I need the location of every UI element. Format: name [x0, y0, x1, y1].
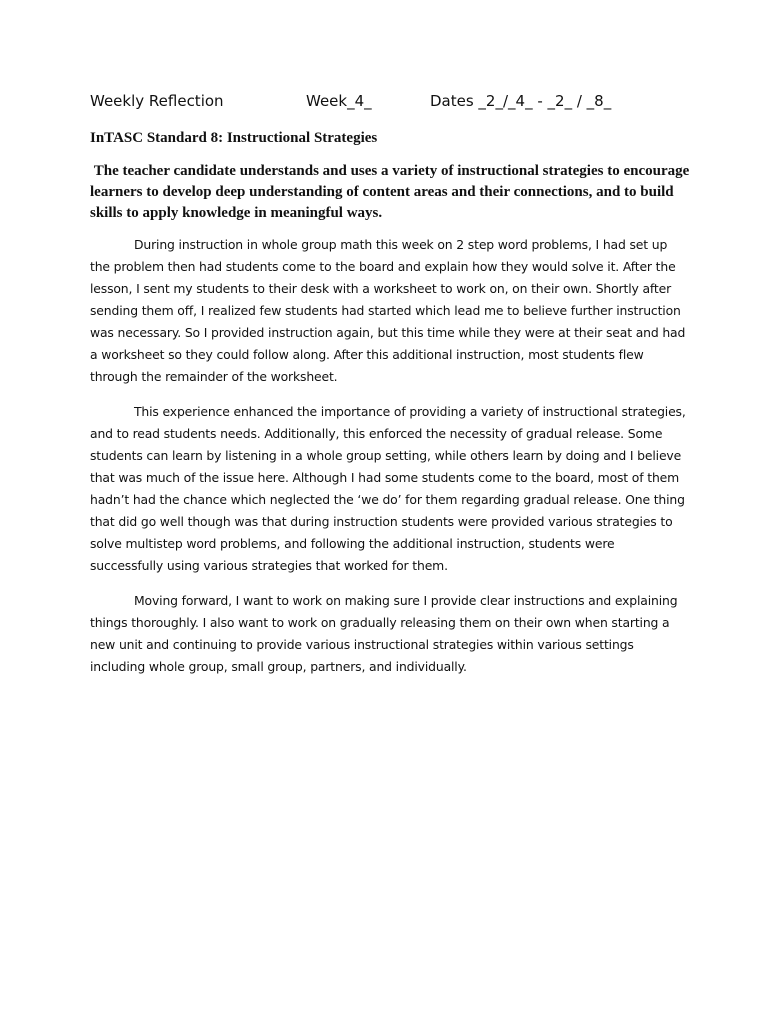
- reflection-paragraph-3: Moving forward, I want to work on making sure I provide clear instructions and explaining things thoroughly. I also want to work on gradually releasing them on their own when starting a new unit and continuing to provide various instructional strategies within various settings including whole group, small group, partners, and individually.: [90, 593, 678, 674]
- header-dates: Dates _2_/_4_ - _2_ / _8_: [430, 92, 612, 110]
- standard-title: InTASC Standard 8: Instructional Strategies: [90, 130, 378, 146]
- document-page: [90, 92, 694, 690]
- reflection-paragraph-2: This experience enhanced the importance of providing a variety of instructional strategies, and to read students needs. Additionally, this enforced the necessity of gradual release. Some students can learn by listening in a whole group setting, while others learn by doing and I believe that was much of the issue here. Although I had some students come to the board, most of them hadn’t had the chance which neglected the ‘we do’ for them regarding gradual release. One thing that did go well though was that during instruction students were provided various strategies to solve multistep word problems, and following the additional instruction, students were successfully using various strategies that worked for them.: [90, 404, 686, 573]
- header-week: Week_4_: [306, 92, 372, 110]
- document-header: [90, 92, 690, 118]
- header-title: Weekly Reflection: [90, 92, 224, 110]
- standard-description: The teacher candidate understands and uses a variety of instructional strategies to encourage learners to develop deep understanding of content areas and their connections, and to build skills to apply knowledge in meaningful ways.: [90, 163, 694, 221]
- reflection-paragraph-1: During instruction in whole group math this week on 2 step word problems, I had set up the problem then had students come to the board and explain how they would solve it. After the lesson, I sent my students to their desk with a worksheet to work on, on their own. Shortly after sending them off, I realized few students had started which lead me to believe further instruction was necessary. So I provided instruction again, but this time while they were at their seat and had a worksheet so they could follow along. After this additional instruction, most students flew through the remainder of the worksheet.: [90, 237, 686, 384]
